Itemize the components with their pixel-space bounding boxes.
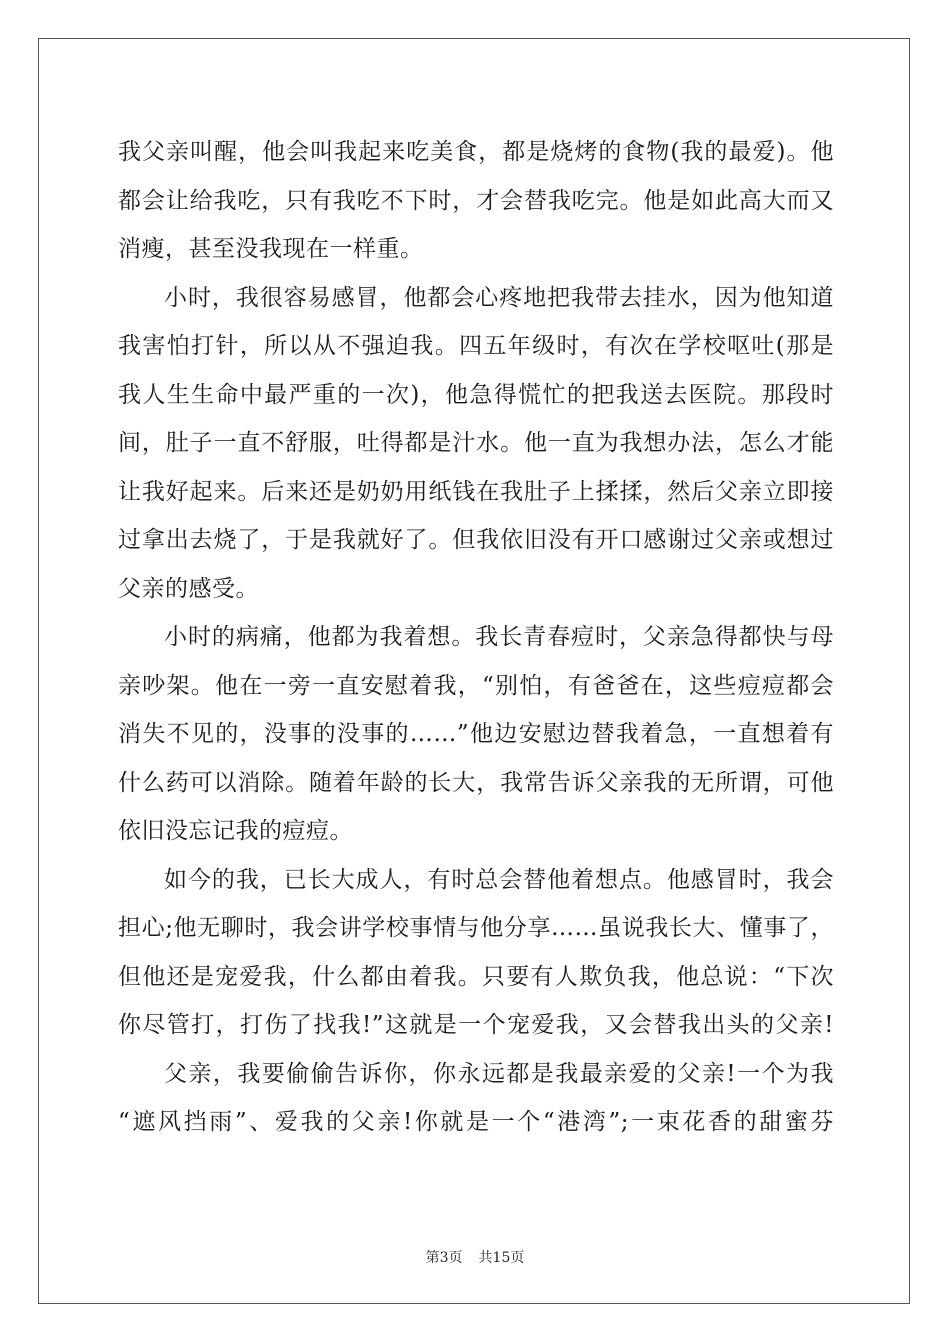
text-line: 我人生生命中最严重的一次)，他急得慌忙的把我送去医院。那段时 xyxy=(118,381,834,408)
text-line: 间，肚子一直不舒服，吐得都是汁水。他一直为我想办法，怎么才能 xyxy=(118,430,834,456)
text-line: 消瘦，甚至没我现在一样重。 xyxy=(118,236,424,262)
text-line: 消失不见的，没事的没事的……”他边安慰边替我着急，一直想着有 xyxy=(118,721,834,747)
text-line: 你尽管打，打伤了找我!”这就是一个宠爱我，又会替我出头的父亲! xyxy=(118,1012,834,1038)
page-total: 共15页 xyxy=(478,1250,525,1266)
text-line: 什么药可以消除。随着年龄的长大，我常告诉父亲我的无所谓，可他 xyxy=(118,769,834,796)
text-line: 我父亲叫醒，他会叫我起来吃美食，都是烧烤的食物(我的最爱)。他 xyxy=(118,139,834,165)
text-line: 过拿出去烧了，于是我就好了。但我依旧没有开口感谢过父亲或想过 xyxy=(118,527,834,553)
text-line: 小时，我很容易感冒，他都会心疼地把我带去挂水，因为他知道 xyxy=(164,284,834,311)
text-line: 都会让给我吃，只有我吃不下时，才会替我吃完。他是如此高大而又 xyxy=(118,187,834,214)
text-line: 让我好起来。后来还是奶奶用纸钱在我肚子上揉揉，然后父亲立即接 xyxy=(118,478,834,505)
text-line: 依旧没忘记我的痘痘。 xyxy=(118,818,353,844)
text-line: 但他还是宠爱我，什么都由着我。只要有人欺负我，他总说：“下次 xyxy=(118,963,834,990)
document-body xyxy=(118,128,834,1147)
text-line: 亲吵架。他在一旁一直安慰着我，“别怕，有爸爸在，这些痘痘都会 xyxy=(118,672,834,699)
text-line: 担心;他无聊时，我会讲学校事情与他分享……虽说我长大、懂事了， xyxy=(118,915,834,941)
text-line: 小时的病痛，他都为我着想。我长青春痘时，父亲急得都快与母 xyxy=(164,624,834,650)
text-line: 父亲的感受。 xyxy=(118,575,259,602)
page-footer xyxy=(0,1247,950,1267)
page-number: 第3页 xyxy=(425,1250,463,1266)
text-line: “遮风挡雨”、爱我的父亲!你就是一个“港湾”;一束花香的甜蜜芬 xyxy=(118,1109,834,1135)
text-line: 父亲，我要偷偷告诉你，你永远都是我最亲爱的父亲!一个为我 xyxy=(164,1060,834,1087)
text-line: 我害怕打针，所以从不强迫我。四五年级时，有次在学校呕吐(那是 xyxy=(118,333,834,359)
text-line: 如今的我，已长大成人，有时总会替他着想点。他感冒时，我会 xyxy=(164,866,834,893)
